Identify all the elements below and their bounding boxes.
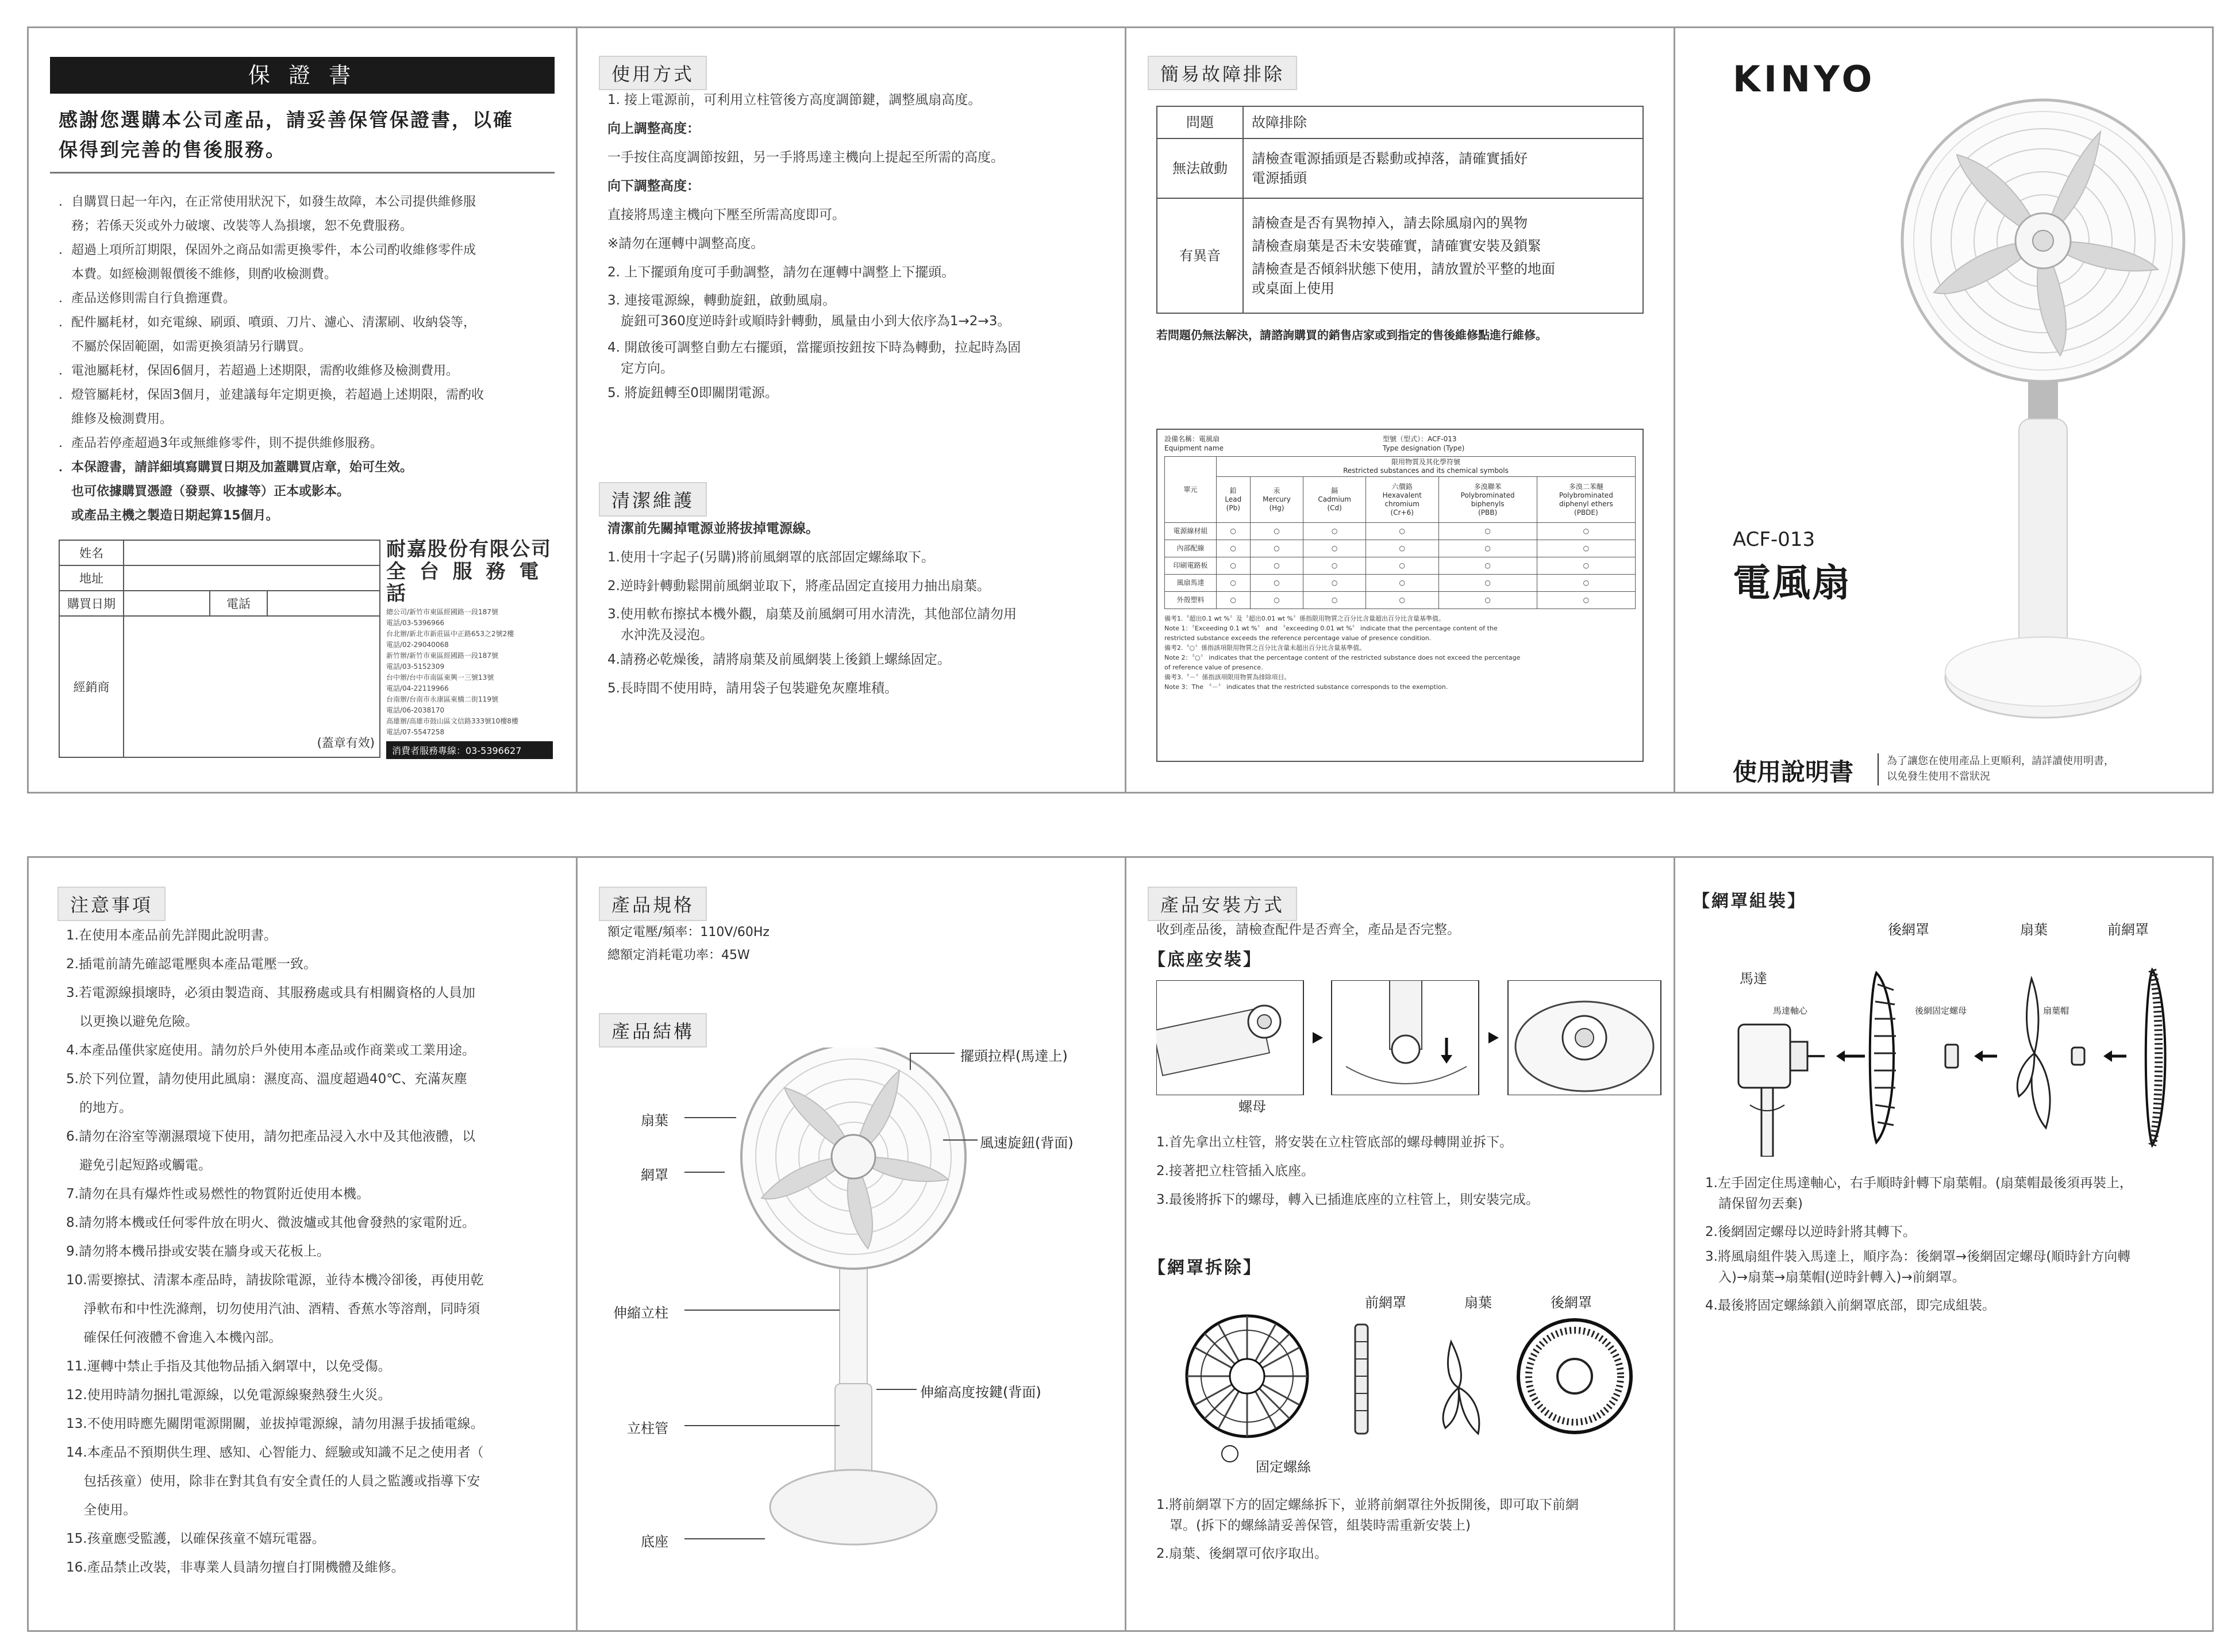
leader-line (684, 1172, 725, 1173)
cover-panel (1675, 28, 2212, 792)
leader-line (943, 1139, 978, 1141)
motor-label: 馬達 (1740, 971, 1767, 987)
leader-line (684, 1538, 765, 1539)
structure-diagram (721, 1048, 986, 1622)
trouble-note: 若問題仍無法解決，請諮詢購買的銷售店家或到指定的售後維修點進行維修。 (1156, 328, 1547, 342)
front-guard-label: 前網罩 (2107, 922, 2149, 938)
base-install-diagram (1156, 980, 1662, 1095)
nut-label: 螺母 (1238, 1099, 1266, 1115)
usage-list: 1. 接上電源前，可利用立柱管後方高度調節鍵，調整風扇高度。 向上調整高度： 一手按住高度調節按鈕，另一手將馬達主機向上提起至所需的高度。 向下調整高度： 直接將馬達主機向下壓至所需高度即可。 ※請勿在運轉中調整高度。 2. 上下擺頭角度可手動調整，請勿在運轉中調整上下擺頭。 3. 連接電源線，轉動旋鈕，啟動風扇。 旋鈕可360度逆時針或順時針轉動，風量由小到大依序為1→2→3。 4. 開啟後可調整自動左右擺頭，當擺頭按鈕按下時為轉動，拉起時為固 定方向。 5. 將旋鈕轉至0即關閉電源。 (607, 93, 1021, 401)
date-field[interactable] (124, 591, 210, 616)
product-name: 電風扇 (1733, 561, 1852, 605)
leader-line (910, 1053, 955, 1054)
screw-label: 固定螺絲 (1256, 1459, 1311, 1475)
label-base: 底座 (641, 1534, 668, 1550)
leader-line (876, 1389, 917, 1390)
install-title: 產品安裝方式 (1148, 887, 1297, 921)
assembly-panel (1675, 858, 2212, 1630)
usage-title: 使用方式 (599, 56, 707, 90)
guard-remove-title: 【網罩拆除】 (1148, 1258, 1262, 1278)
front-guard-label: 前網罩 (1365, 1295, 1406, 1311)
blade-cap-label: 扇葉帽 (2043, 1006, 2069, 1016)
shaft-label: 馬達軸心 (1773, 1006, 1808, 1016)
label-pole: 立柱管 (627, 1420, 668, 1437)
rohs-table: 設備名稱：電風扇 Equipment name 型號（型式）：ACF-013 Type designation (Type) 單元 限用物質及其化學符號 Restricted substances and its chemical symbols 鉛 Lead (Pb) 汞 Mercury (Hg) 鎘 Cadmium (Cd) 六價鉻 Hexavalent chromium (Cr+6) 多溴聯苯 Polybrominated biphenyls (PBB) 多溴二苯醚 Polybrominated diphenyl ethers (PBDE) 電源線材組 ○ ○ ○ ○ ○ ○ 內部配線 ○ ○ ○ ○ ○ ○ 印刷電路板 ○ ○ ○ ○ ○ ○ 風扇馬達 ○ ○ ○ ○ ○ ○ 外殼塑料 ○ ○ ○ ○ ○ ○ 備考1.〝超出0.1 wt %〞及〝超出0.01 wt %〞係指限用物質之百分比含量超出百分比含量基準值。 Note 1：〝Exceeding 0.1 wt %〞 and 〝exceeding 0.01 wt %〞 indicate that the percentage content of the restricted substance exceeds the reference percentage value of presence condition. 備考2.〝○〞係指該項限用物質之百分比含量未超出百分比含量基準值。 Note 2：〝○〞 indicates that the percentage content of the restricted substance does not exceed the percentage of reference value of presence. 備考3.〝－〞係指該項限用物質為排除項目。 Note 3：The 〝－〞 indicates that the restricted substance corresponds to the exemption. (1156, 429, 1644, 762)
leader-line (684, 1117, 736, 1118)
structure-title: 產品結構 (599, 1013, 707, 1048)
warranty-panel (29, 28, 578, 792)
fan-image (1894, 97, 2192, 735)
cleaning-title: 清潔維護 (599, 482, 707, 517)
phone-field[interactable] (267, 591, 380, 616)
warranty-terms: ．自購買日起一年內，在正常使用狀況下，如發生故障，本公司提供維修服 務；若係天災或外力破壞、改裝等人為損壞，恕不免費服務。 ．超過上項所訂期限，保固外之商品如需更換零件，本公司酌收維修零件成 本費。如經檢測報價後不維修，則酌收檢測費。 ．產品送修則需自行負擔運費。 ．配件屬耗材，如充電線、刷頭、噴頭、刀片、濾心、清潔刷、收納袋等， 不屬於保固範圍，如需更換須請另行購買。 ．電池屬耗材，保固6個月，若超過上述期限，需酌收維修及檢測費用。 ．燈管屬耗材，保固3個月，並建議每年定期更換，若超過上述期限，需酌收 維修及檢測費用。 ．產品若停產超過3年或無維修零件，則不提供維修服務。 ．本保證書，請詳細填寫購買日期及加蓋購買店章，始可生效。 也可依據購買憑證（發票、收據等）正本或影本。 或產品主機之製造日期起算15個月。 (59, 195, 484, 523)
trouble-title: 簡易故障排除 (1148, 56, 1297, 90)
label-speed: 風速旋鈕(背面) (980, 1135, 1074, 1151)
remove-steps: 1.將前網罩下方的固定螺絲拆下，並將前網罩往外扳開後，即可取下前網 罩。(拆下的螺絲請妥善保管，組裝時需重新安裝上) 2.扇葉、後網罩可依序取出。 (1156, 1497, 1579, 1561)
assembly-steps: 1.左手固定住馬達軸心，右手順時針轉下扇葉帽。(扇葉帽最後須再裝上， 請保留勿丟棄) 2.後網固定螺母以逆時針將其轉下。 3.將風扇組件裝入馬達上，順序為：後網罩→後網固定螺母(順時針方向轉 入)→扇葉→扇葉帽(逆時針轉入)→前網罩。 4.最後將固定螺絲鎖入前網罩底部，即完成組裝。 (1705, 1176, 2133, 1313)
cover-note: 為了讓您在使用產品上更順利，請詳讀使用明書， 以免發生使用不當狀況 (1887, 755, 2114, 783)
divider (50, 172, 555, 174)
spec-list: 額定電壓/頻率：110V/60Hz 總額定消耗電功率：45W (607, 925, 770, 962)
bottom-sheet (27, 856, 2214, 1632)
warranty-thanks: 感謝您選購本公司產品，請妥善保管保證書，以確 保得到完善的售後服務。 (59, 109, 514, 161)
label-blade: 扇葉 (641, 1112, 668, 1129)
rear-guard-label: 後網罩 (1888, 922, 1929, 938)
base-install-title: 【底座安裝】 (1148, 950, 1262, 970)
usage-panel (578, 28, 1126, 792)
warranty-title: 保 證 書 (50, 57, 555, 94)
label-oscillate: 擺頭拉桿(馬達上) (960, 1048, 1068, 1064)
blade-label: 扇葉 (1464, 1295, 1492, 1311)
leader-line (684, 1425, 840, 1426)
model-number: ACF-013 (1733, 528, 1815, 551)
label-height: 伸縮高度按鍵(背面) (920, 1384, 1041, 1400)
company-info: 耐嘉股份有限公司 全 台 服 務 電 話 總公司/新竹市東區經國路一段187號 電話/03-5396966 台北辦/新北市新莊區中正路653之2號2樓 電話/02-29040068 新竹辦/新竹市東區經國路一段187號 電話/03-5152309 台中辦/台中市南區東興一三號13號 電話/04-22119966 台南辦/台南市永康區東橋二街119號 電話/06-2038170 高雄辦/高雄市鼓山區文信路333號10樓8樓 電話/07-5547258 消費者服務專線：03-5396627 (386, 538, 559, 759)
caution-title: 注意事項 (57, 887, 166, 921)
consumer-hotline: 消費者服務專線：03-5396627 (386, 741, 553, 759)
caution-list: 1.在使用本產品前先詳閱此說明書。 2.插電前請先確認電壓與本產品電壓一致。 3.若電源線損壞時，必須由製造商、其服務處或具有相關資格的人員加 以更換以避免危險。 4.本產品僅供家庭使用。請勿於戶外使用本產品或作商業或工業用途。 5.於下列位置，請勿使用此風扇：濕度高、溫度超過40℃、充滿灰塵 的地方。 6.請勿在浴室等潮濕環境下使用，請勿把產品浸入水中及其他液體，以 避免引起短路或觸電。 7.請勿在具有爆炸性或易燃性的物質附近使用本機。 8.請勿將本機或任何零件放在明火、微波爐或其他會發熱的家電附近。 9.請勿將本機吊掛或安裝在牆身或天花板上。 10.需要擦拭、清潔本產品時，請拔除電源，並待本機冷卻後，再使用乾 淨軟布和中性洗滌劑，切勿使用汽油、酒精、香蕉水等溶劑，同時須 確保任何液體不會進入本機內部。 11.運轉中禁止手指及其他物品插入網罩中，以免受傷。 12.使用時請勿捆扎電源線，以免電源線聚熱發生火災。 13.不使用時應先關閉電源開關，並拔掉電源線，請勿用濕手拔插電線。 14.本產品不預期供生理、感知、心智能力、經驗或知識不足之使用者（ 包括孩童）使用，除非在對其負有安全責任的人員之監護或指導下安 全使用。 15.孩童應受監護，以確保孩童不嬉玩電器。 16.產品禁止改裝，非專業人員請勿擅自打開機體及維修。 (66, 928, 484, 1575)
manual-title: 使用說明書 (1733, 758, 1854, 786)
label-guard: 網罩 (641, 1167, 668, 1183)
troubleshooting-panel (1126, 28, 1675, 792)
top-sheet (27, 26, 2214, 794)
leader-line (684, 1310, 840, 1311)
assembly-diagram (1710, 944, 2192, 1157)
warranty-form: 姓名 地址 購買日期 電話 經銷商 (蓋章有效) (59, 540, 380, 758)
cleaning-list: 清潔前先關掉電源並將拔掉電源線。 1.使用十字起子(另購)將前風網罩的底部固定螺絲取下。 2.逆時針轉動鬆開前風網並取下，將產品固定直接用力抽出扇葉。 3.使用軟布擦拭本機外觀，扇葉及前風網可用水清洗，其他部位請勿用 水沖洗及浸泡。 4.請務必乾燥後，請將扇葉及前風網裝上後鎖上螺絲固定。 5.長時間不使用時，請用袋子包裝避免灰塵堆積。 (607, 521, 1017, 696)
rear-guard-label: 後網罩 (1551, 1295, 1592, 1311)
guard-remove-diagram (1161, 1313, 1644, 1462)
brand-logo: KINYO (1733, 58, 1876, 100)
rear-nut-label: 後網固定螺母 (1915, 1006, 1967, 1016)
install-intro: 收到產品後，請檢查配件是否齊全，產品是否完整。 (1156, 922, 1460, 937)
address-field[interactable] (124, 565, 380, 591)
divider (1878, 753, 1879, 785)
base-steps: 1.首先拿出立柱管，將安裝在立柱管底部的螺母轉開並拆下。 2.接著把立柱管插入底座。 3.最後將拆下的螺母，轉入已插進底座的立柱管上，則安裝完成。 (1156, 1135, 1539, 1207)
name-field[interactable] (124, 540, 380, 565)
spec-panel (578, 858, 1126, 1630)
caution-panel (29, 858, 578, 1630)
install-panel (1126, 858, 1675, 1630)
trouble-table: 問題 故障排除 無法啟動 請檢查電源插頭是否鬆動或掉落，請確實插好 電源插頭 有異音 請檢查是否有異物掉入，請去除風扇內的異物 請檢查扇葉是否未安裝確實，請確實安裝及鎖緊 請檢查是否傾斜狀態下使用，請放置於平整的地面 或桌面上使用 (1156, 106, 1644, 314)
leader-line (910, 1053, 911, 1070)
spec-title: 產品規格 (599, 887, 707, 921)
label-telescopic: 伸縮立柱 (613, 1305, 668, 1321)
assembly-title: 【網罩組裝】 (1692, 891, 1806, 911)
blade-label: 扇葉 (2020, 922, 2048, 938)
